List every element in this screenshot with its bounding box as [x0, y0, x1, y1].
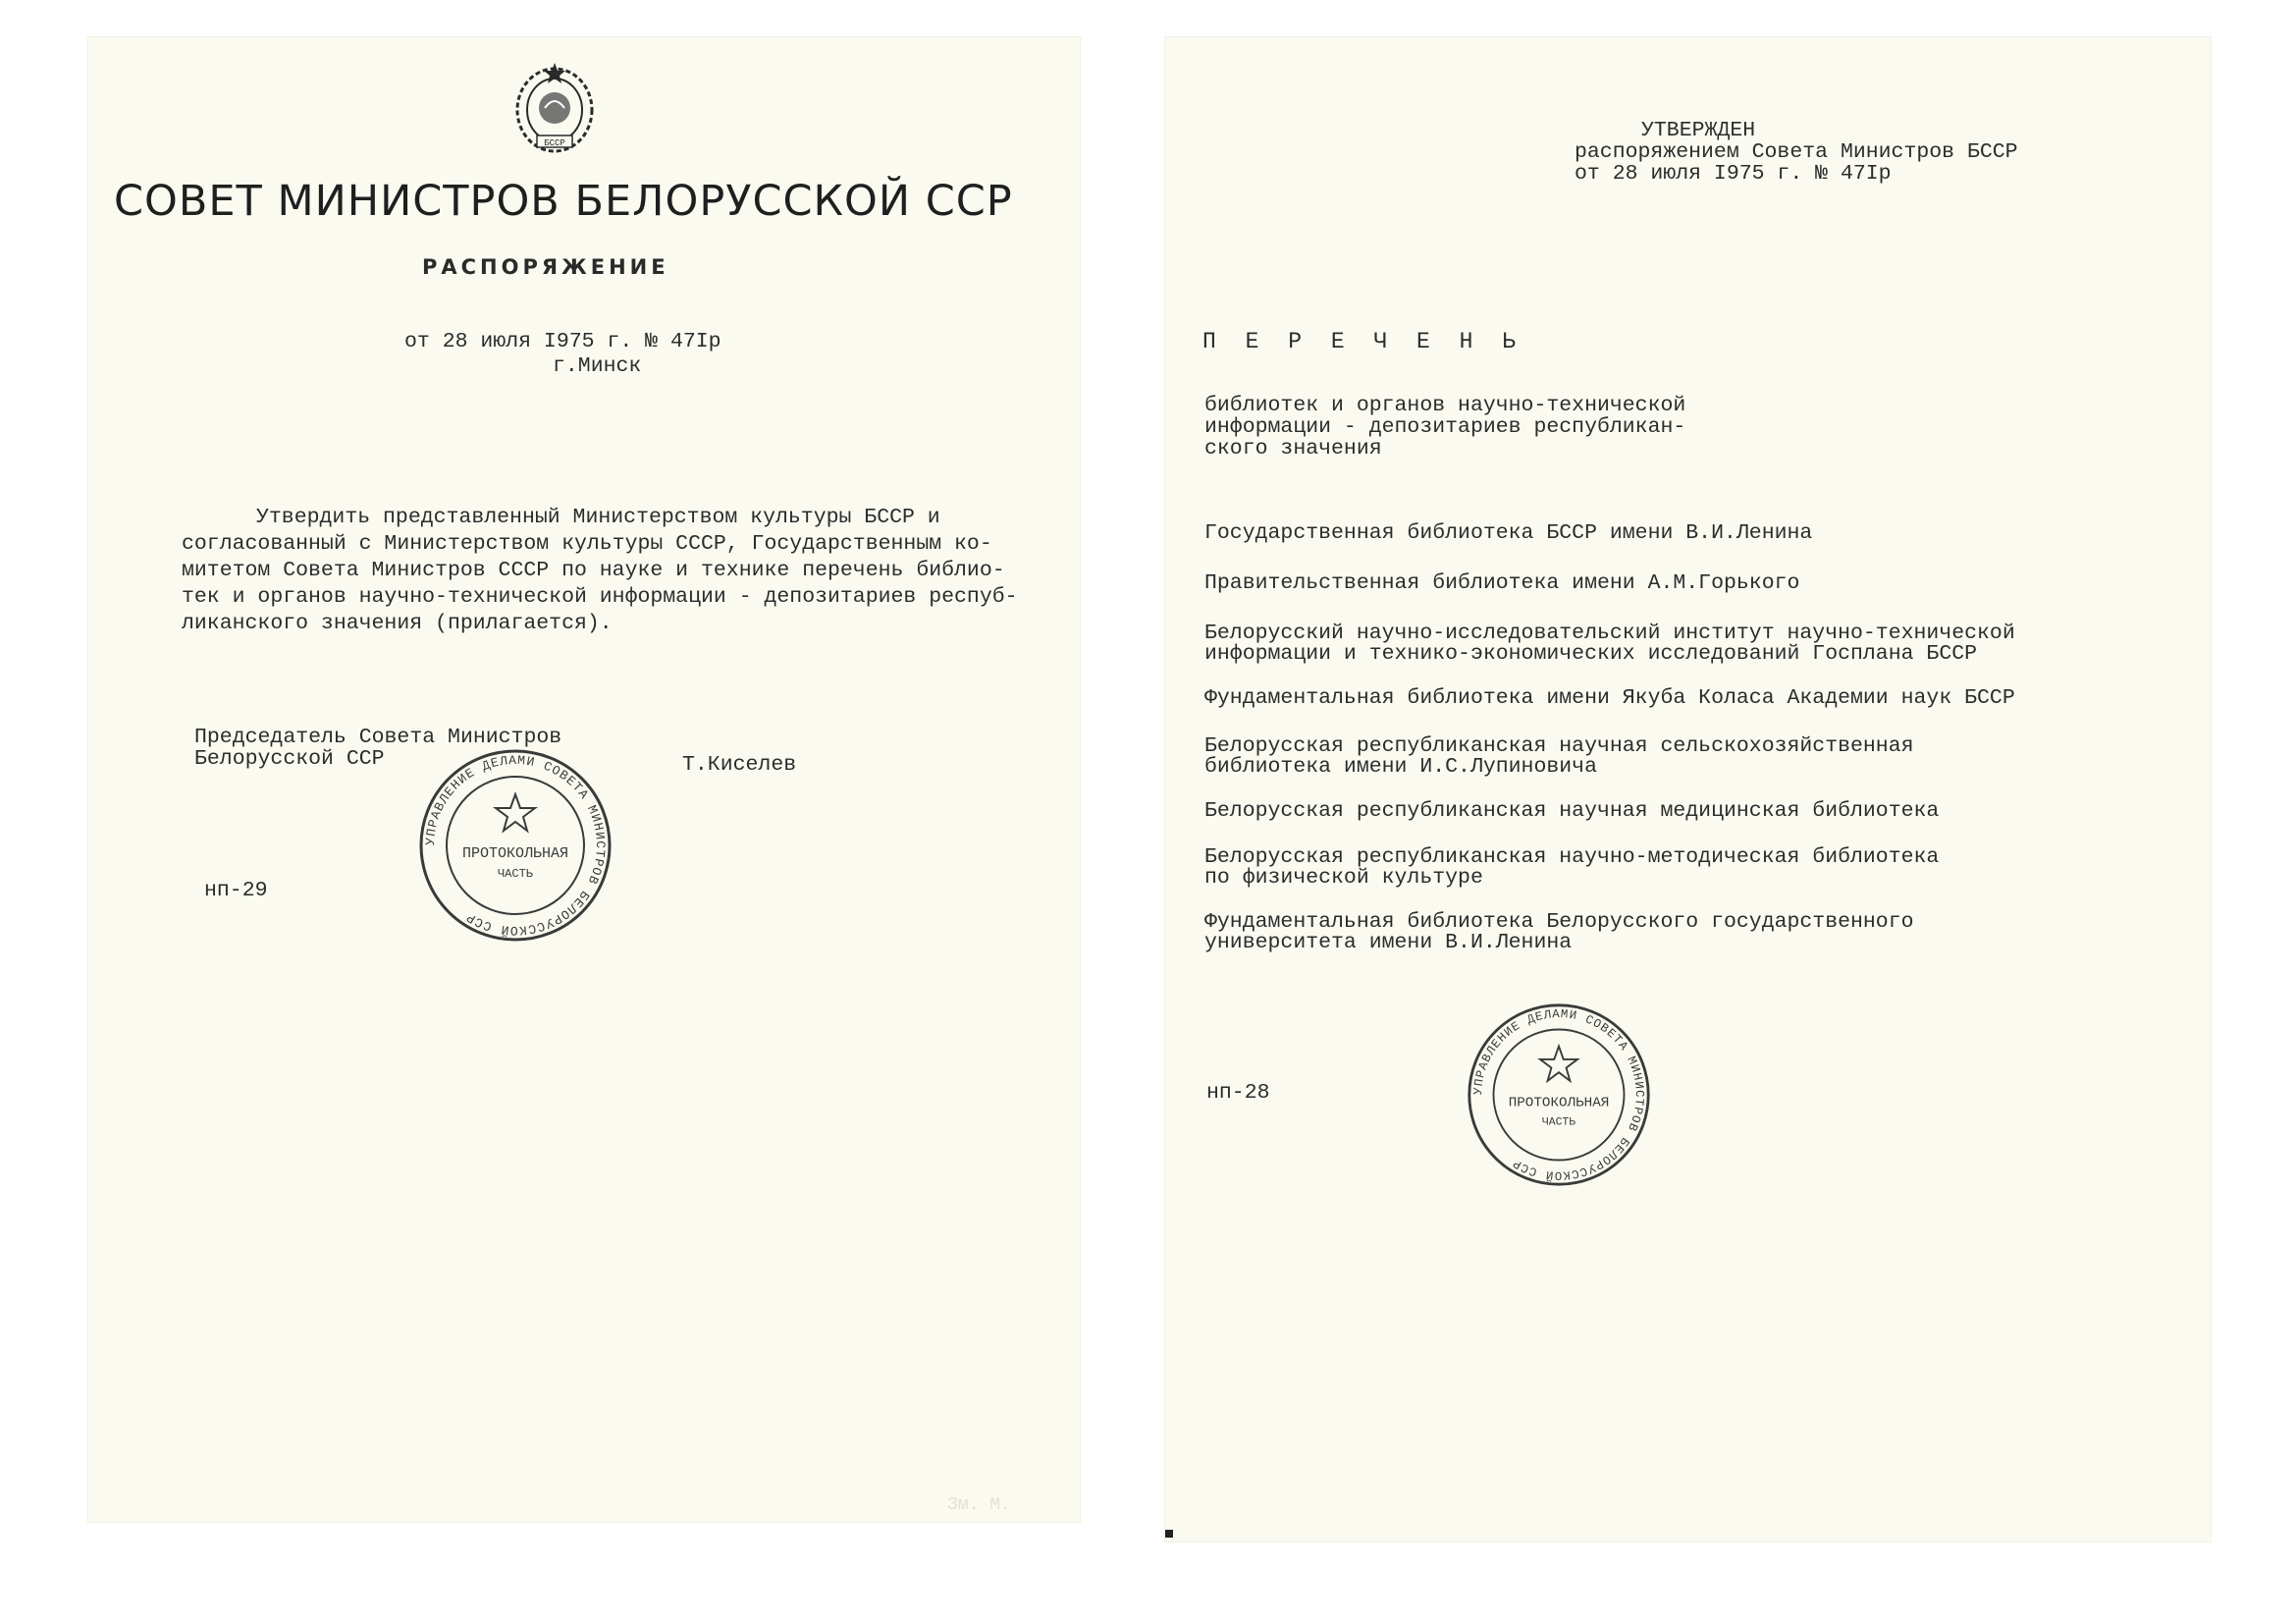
list-item: [1204, 733, 2186, 781]
document-kind: РАСПОРЯЖЕНИЕ: [422, 255, 669, 279]
stamp-ring-text: УПРАВЛЕНИЕ ДЕЛАМИ СОВЕТА МИНИСТРОВ БЕЛОРУССКОЙ ССР: [1471, 1007, 1646, 1182]
list-item-line: по физической культуре: [1204, 866, 1483, 890]
subtitle-line: информации - депозитариев республикан-: [1204, 415, 1686, 439]
approval-header-date: от 28 июля I975 г. № 47Iр: [1575, 162, 1892, 186]
official-stamp: [417, 747, 614, 944]
stamp-center-line1: ПРОТОКОЛЬНАЯ: [1508, 1095, 1610, 1111]
signatory-position: Председатель Совета Министров: [194, 726, 562, 749]
list-title: П Е Р Е Ч Е Н Ь: [1202, 329, 1524, 354]
stamp-center-line1: ПРОТОКОЛЬНАЯ: [461, 845, 569, 862]
list-item-line: Белорусская республиканская научная медицинская библиотека: [1204, 799, 1940, 823]
list-item-line: университета имени В.И.Ленина: [1204, 931, 1573, 954]
city: г.Минск: [553, 354, 642, 378]
list-item: [1204, 520, 2186, 547]
list-item-line: Белорусский научно-исследовательский институт научно-технической: [1204, 622, 2015, 645]
list-item: [1204, 844, 2186, 892]
list-item-line: Фундаментальная библиотека имени Якуба Коласа Академии наук БССР: [1204, 686, 2015, 710]
subtitle-line: библиотек и органов научно-технической: [1204, 394, 1686, 417]
approval-header-authority: распоряжением Совета Министров БССР: [1575, 140, 2018, 164]
list-item-line: Белорусская республиканская научно-методическая библиотека: [1204, 845, 1940, 869]
left-document-page: [88, 37, 1080, 1522]
signatory-position-2: Белорусской ССР: [194, 747, 385, 771]
government-title: СОВЕТ МИНИСТРОВ БЕЛОРУССКОЙ ССР: [114, 177, 1013, 226]
list-item-line: библиотека имени И.С.Лупиновича: [1204, 755, 1597, 779]
body-paragraph: [182, 505, 1045, 637]
body-line: Утвердить представленный Министерством культуры БССР и: [256, 506, 940, 529]
body-line: согласованный с Министерством культуры СССР, Государственным ко-: [182, 532, 992, 556]
stamp-center-line2: ЧАСТЬ: [1541, 1116, 1576, 1129]
list-item: [1204, 570, 2186, 597]
body-line: митетом Совета Министров СССР по науке и технике перечень библио-: [182, 559, 1005, 582]
approval-header-title: УТВЕРЖДЕН: [1641, 119, 1756, 142]
library-list: [1204, 520, 2186, 974]
page-code: нп-29: [204, 879, 268, 902]
list-item-line: Белорусская республиканская научная сельскохозяйственная: [1204, 734, 1914, 758]
list-item-line: Государственная библиотека БССР имени В.И.Ленина: [1204, 521, 1813, 545]
right-document-page: [1165, 37, 2211, 1542]
emblem-label: БССР: [544, 138, 565, 148]
list-item: [1204, 621, 2186, 668]
star-icon: [1540, 1047, 1577, 1081]
date-number: от 28 июля I975 г. № 47Iр: [404, 330, 721, 353]
list-subtitle: [1204, 393, 1685, 462]
body-line: ликанского значения (прилагается).: [182, 612, 613, 635]
list-item-line: Правительственная библиотека имени А.М.Горького: [1204, 571, 1800, 595]
bssr-emblem: [512, 59, 597, 157]
star-icon: [496, 794, 535, 831]
list-item-line: Фундаментальная библиотека Белорусского государственного: [1204, 910, 1914, 934]
corner-mark: Зм. М.: [947, 1495, 1011, 1515]
official-stamp: [1466, 1001, 1652, 1188]
signatory-name: Т.Киселев: [682, 753, 797, 777]
page-code: нп-28: [1206, 1081, 1270, 1105]
list-item: [1204, 685, 2186, 712]
subtitle-line: ского значения: [1204, 437, 1382, 460]
list-item: [1204, 798, 2186, 825]
body-line: тек и органов научно-технической информации - депозитариев респуб-: [182, 585, 1018, 609]
stamp-center-line2: ЧАСТЬ: [497, 867, 534, 881]
stamp-ring-text: УПРАВЛЕНИЕ ДЕЛАМИ СОВЕТА МИНИСТРОВ БЕЛОРУССКОЙ ССР: [422, 752, 609, 939]
list-item-line: информации и технико-экономических исследований Госплана БССР: [1204, 642, 1978, 666]
list-item: [1204, 909, 2186, 956]
